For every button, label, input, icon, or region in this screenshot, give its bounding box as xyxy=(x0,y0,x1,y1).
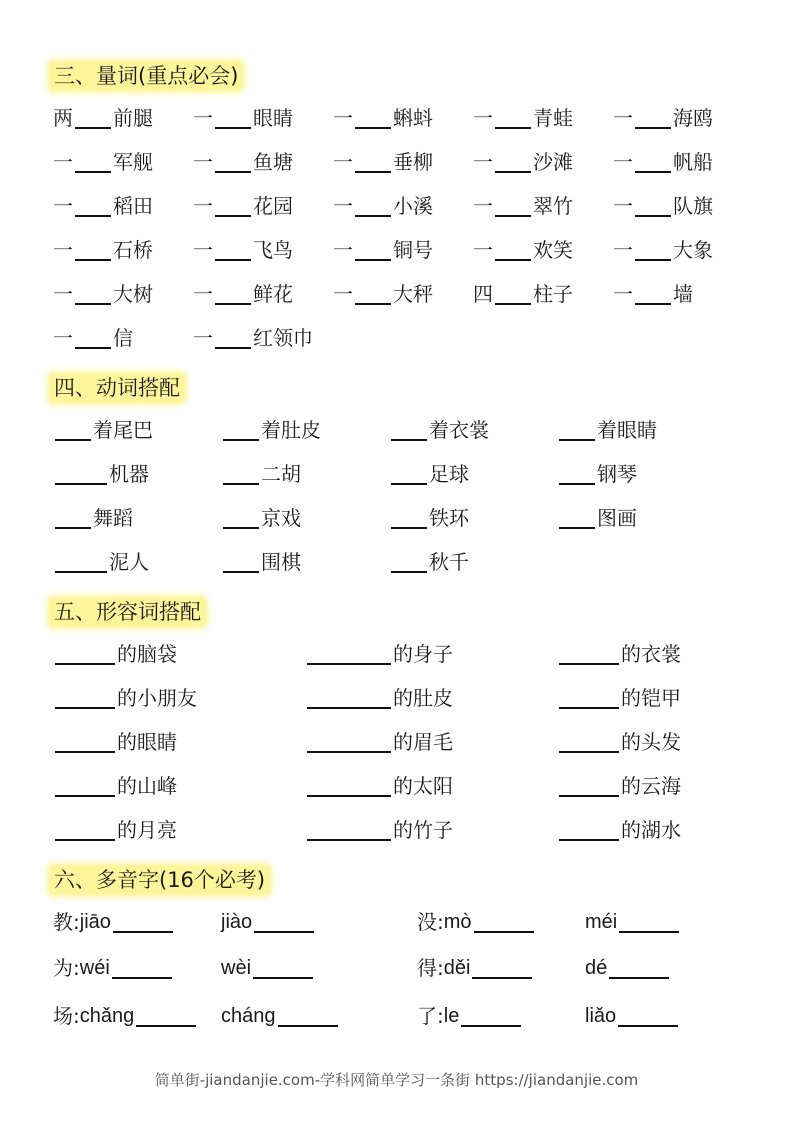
word-label: 着肚皮 xyxy=(261,418,321,442)
section-heading-verb-collocation: 四、动词搭配 xyxy=(50,374,184,402)
section-heading-adjective-collocation: 五、形容词搭配 xyxy=(50,598,205,626)
measure-prefix: 两 xyxy=(53,106,73,130)
word-label: 欢笑 xyxy=(533,238,573,262)
answer-blank[interactable] xyxy=(254,909,314,933)
exercise-item xyxy=(53,640,177,668)
answer-blank[interactable] xyxy=(559,685,619,709)
exercise-item xyxy=(557,816,681,844)
answer-blank[interactable] xyxy=(461,1003,521,1027)
exercise-item xyxy=(333,104,433,132)
pinyin-label: dé xyxy=(585,957,608,979)
word-label: 的小朋友 xyxy=(117,686,197,710)
word-label: 足球 xyxy=(429,462,469,486)
exercise-item xyxy=(53,280,153,308)
measure-prefix: 一 xyxy=(613,194,633,218)
exercise-item xyxy=(53,816,177,844)
exercise-item xyxy=(53,908,175,936)
answer-blank[interactable] xyxy=(215,193,251,217)
measure-prefix: 一 xyxy=(613,150,633,174)
answer-blank[interactable] xyxy=(215,149,251,173)
exercise-item xyxy=(473,192,573,220)
word-label: 小溪 xyxy=(393,194,433,218)
answer-blank[interactable] xyxy=(75,325,111,349)
word-label: 军舰 xyxy=(113,150,153,174)
word-label: 大象 xyxy=(673,238,713,262)
exercise-item xyxy=(585,954,671,982)
measure-prefix: 一 xyxy=(333,282,353,306)
answer-blank[interactable] xyxy=(223,461,259,485)
answer-blank[interactable] xyxy=(559,773,619,797)
answer-blank[interactable] xyxy=(55,505,91,529)
answer-blank[interactable] xyxy=(55,817,115,841)
word-label: 的眼睛 xyxy=(117,730,177,754)
answer-blank[interactable] xyxy=(75,237,111,261)
exercise-item xyxy=(305,816,453,844)
exercise-item xyxy=(417,1002,523,1030)
measure-prefix: 一 xyxy=(613,106,633,130)
answer-blank[interactable] xyxy=(75,149,111,173)
word-label: 的身子 xyxy=(393,642,453,666)
exercise-item xyxy=(53,548,149,576)
exercise-item xyxy=(389,548,469,576)
exercise-item xyxy=(333,148,433,176)
word-label: 花园 xyxy=(253,194,293,218)
word-label: 的山峰 xyxy=(117,774,177,798)
exercise-item xyxy=(53,192,153,220)
exercise-item xyxy=(473,236,573,264)
exercise-item xyxy=(613,148,713,176)
word-label: 秋千 xyxy=(429,550,469,574)
word-label: 京戏 xyxy=(261,506,301,530)
section-heading-measure-words: 三、量词(重点必会) xyxy=(50,62,242,90)
answer-blank[interactable] xyxy=(474,909,534,933)
pinyin-label: jiāo xyxy=(79,911,111,933)
answer-blank[interactable] xyxy=(559,641,619,665)
exercise-item xyxy=(221,954,315,982)
exercise-item xyxy=(193,192,293,220)
exercise-item xyxy=(53,416,153,444)
word-label: 柱子 xyxy=(533,282,573,306)
pinyin-label: jiào xyxy=(221,911,253,933)
answer-blank[interactable] xyxy=(223,505,259,529)
word-label: 二胡 xyxy=(261,462,301,486)
exercise-item xyxy=(585,1002,680,1030)
word-label: 的衣裳 xyxy=(621,642,681,666)
word-label: 泥人 xyxy=(109,550,149,574)
exercise-item xyxy=(417,954,534,982)
word-label: 围棋 xyxy=(261,550,301,574)
answer-blank[interactable] xyxy=(55,461,107,485)
measure-prefix: 一 xyxy=(53,194,73,218)
answer-blank[interactable] xyxy=(635,149,671,173)
exercise-item xyxy=(613,104,713,132)
pinyin-label: wéi xyxy=(79,957,110,979)
word-label: 铁环 xyxy=(429,506,469,530)
exercise-item xyxy=(221,504,301,532)
word-label: 鱼塘 xyxy=(253,150,293,174)
answer-blank[interactable] xyxy=(75,105,111,129)
exercise-item xyxy=(53,324,133,352)
measure-prefix: 一 xyxy=(193,282,213,306)
word-label: 垂柳 xyxy=(393,150,433,174)
measure-prefix: 一 xyxy=(53,150,73,174)
answer-blank[interactable] xyxy=(307,685,391,709)
answer-blank[interactable] xyxy=(559,817,619,841)
pinyin-label: liǎo xyxy=(585,1005,617,1027)
word-label: 着眼睛 xyxy=(597,418,657,442)
word-label: 青蛙 xyxy=(533,106,573,130)
measure-prefix: 一 xyxy=(473,194,493,218)
answer-blank[interactable] xyxy=(472,955,532,979)
word-label: 着尾巴 xyxy=(93,418,153,442)
exercise-item xyxy=(305,684,453,712)
answer-blank[interactable] xyxy=(495,237,531,261)
measure-prefix: 一 xyxy=(53,282,73,306)
exercise-item xyxy=(333,280,433,308)
word-label: 铜号 xyxy=(393,238,433,262)
measure-prefix: 一 xyxy=(473,106,493,130)
answer-blank[interactable] xyxy=(253,955,313,979)
measure-prefix: 一 xyxy=(53,326,73,350)
answer-blank[interactable] xyxy=(136,1003,196,1027)
word-label: 石桥 xyxy=(113,238,153,262)
word-label: 的竹子 xyxy=(393,818,453,842)
answer-blank[interactable] xyxy=(495,281,531,305)
word-label: 鲜花 xyxy=(253,282,293,306)
answer-blank[interactable] xyxy=(609,955,669,979)
pinyin-label: cháng xyxy=(221,1005,276,1027)
answer-blank[interactable] xyxy=(495,149,531,173)
exercise-item xyxy=(305,640,453,668)
exercise-item xyxy=(193,280,293,308)
word-label: 机器 xyxy=(109,462,149,486)
answer-blank[interactable] xyxy=(55,549,107,573)
word-label: 海鸥 xyxy=(673,106,713,130)
exercise-item xyxy=(53,504,133,532)
answer-blank[interactable] xyxy=(112,955,172,979)
answer-blank[interactable] xyxy=(495,105,531,129)
measure-prefix: 一 xyxy=(613,238,633,262)
word-label: 信 xyxy=(113,326,133,350)
exercise-item xyxy=(333,236,433,264)
answer-blank[interactable] xyxy=(55,773,115,797)
answer-blank[interactable] xyxy=(75,281,111,305)
pinyin-label: chǎng xyxy=(79,1005,135,1027)
answer-blank[interactable] xyxy=(55,685,115,709)
answer-blank[interactable] xyxy=(355,149,391,173)
exercise-item xyxy=(557,460,637,488)
exercise-item xyxy=(389,504,469,532)
word-label: 前腿 xyxy=(113,106,153,130)
measure-prefix: 一 xyxy=(333,150,353,174)
exercise-item xyxy=(221,416,321,444)
word-label: 图画 xyxy=(597,506,637,530)
answer-blank[interactable] xyxy=(495,193,531,217)
polyphone-character: 没: xyxy=(417,910,444,934)
word-label: 的太阳 xyxy=(393,774,453,798)
answer-blank[interactable] xyxy=(559,729,619,753)
answer-blank[interactable] xyxy=(559,417,595,441)
measure-prefix: 一 xyxy=(333,238,353,262)
answer-blank[interactable] xyxy=(278,1003,338,1027)
exercise-item xyxy=(557,416,657,444)
word-label: 眼睛 xyxy=(253,106,293,130)
exercise-item xyxy=(193,104,293,132)
measure-prefix: 一 xyxy=(193,238,213,262)
answer-blank[interactable] xyxy=(391,461,427,485)
answer-blank[interactable] xyxy=(559,461,595,485)
word-label: 着衣裳 xyxy=(429,418,489,442)
pinyin-label: wèi xyxy=(221,957,252,979)
word-label: 飞鸟 xyxy=(253,238,293,262)
answer-blank[interactable] xyxy=(215,105,251,129)
answer-blank[interactable] xyxy=(635,105,671,129)
exercise-item xyxy=(221,460,301,488)
answer-blank[interactable] xyxy=(55,729,115,753)
word-label: 稻田 xyxy=(113,194,153,218)
answer-blank[interactable] xyxy=(635,193,671,217)
answer-blank[interactable] xyxy=(223,549,259,573)
exercise-item xyxy=(557,640,681,668)
polyphone-character: 得: xyxy=(417,956,444,980)
answer-blank[interactable] xyxy=(619,909,679,933)
footer-watermark: 简单街-jiandanjie.com-学科网简单学习一条街 https://jiandanjie.com xyxy=(154,1071,639,1089)
exercise-item xyxy=(473,280,573,308)
answer-blank[interactable] xyxy=(307,773,391,797)
exercise-item xyxy=(557,684,681,712)
measure-prefix: 一 xyxy=(613,282,633,306)
word-label: 帆船 xyxy=(673,150,713,174)
answer-blank[interactable] xyxy=(355,105,391,129)
measure-prefix: 一 xyxy=(473,238,493,262)
measure-prefix: 一 xyxy=(53,238,73,262)
measure-prefix: 一 xyxy=(193,194,213,218)
exercise-item xyxy=(417,908,536,936)
answer-blank[interactable] xyxy=(55,417,91,441)
answer-blank[interactable] xyxy=(635,281,671,305)
word-label: 蝌蚪 xyxy=(393,106,433,130)
polyphone-character: 场: xyxy=(53,1004,80,1028)
exercise-item xyxy=(333,192,433,220)
exercise-item xyxy=(389,460,469,488)
word-label: 的头发 xyxy=(621,730,681,754)
answer-blank[interactable] xyxy=(355,281,391,305)
exercise-item xyxy=(305,728,453,756)
exercise-item xyxy=(193,324,313,352)
answer-blank[interactable] xyxy=(307,729,391,753)
exercise-item xyxy=(305,772,453,800)
exercise-item xyxy=(53,728,177,756)
answer-blank[interactable] xyxy=(355,193,391,217)
pinyin-label: méi xyxy=(585,911,618,933)
exercise-item xyxy=(193,148,293,176)
answer-blank[interactable] xyxy=(391,505,427,529)
exercise-item xyxy=(53,954,174,982)
word-label: 墙 xyxy=(673,282,693,306)
measure-prefix: 一 xyxy=(193,326,213,350)
measure-prefix: 一 xyxy=(333,194,353,218)
word-label: 的云海 xyxy=(621,774,681,798)
polyphone-character: 了: xyxy=(417,1004,444,1028)
word-label: 的肚皮 xyxy=(393,686,453,710)
measure-prefix: 一 xyxy=(193,106,213,130)
exercise-item xyxy=(221,1002,340,1030)
pinyin-label: děi xyxy=(443,957,471,979)
exercise-item xyxy=(389,416,489,444)
exercise-item xyxy=(557,504,637,532)
answer-blank[interactable] xyxy=(113,909,173,933)
measure-prefix: 四 xyxy=(473,282,493,306)
polyphone-character: 为: xyxy=(53,956,80,980)
exercise-item xyxy=(53,236,153,264)
measure-prefix: 一 xyxy=(473,150,493,174)
exercise-item xyxy=(585,908,681,936)
exercise-item xyxy=(53,460,149,488)
word-label: 的湖水 xyxy=(621,818,681,842)
polyphone-character: 教: xyxy=(53,910,80,934)
answer-blank[interactable] xyxy=(391,549,427,573)
answer-blank[interactable] xyxy=(55,641,115,665)
exercise-item xyxy=(613,236,713,264)
word-label: 的眉毛 xyxy=(393,730,453,754)
pinyin-label: le xyxy=(443,1005,460,1027)
word-label: 红领巾 xyxy=(253,326,313,350)
exercise-item xyxy=(473,104,573,132)
answer-blank[interactable] xyxy=(215,325,251,349)
exercise-item xyxy=(53,1002,198,1030)
word-label: 队旗 xyxy=(673,194,713,218)
word-label: 钢琴 xyxy=(597,462,637,486)
exercise-item xyxy=(557,772,681,800)
exercise-item xyxy=(221,548,301,576)
word-label: 的铠甲 xyxy=(621,686,681,710)
word-label: 舞蹈 xyxy=(93,506,133,530)
exercise-item xyxy=(557,728,681,756)
word-label: 的月亮 xyxy=(117,818,177,842)
answer-blank[interactable] xyxy=(307,641,391,665)
section-heading-polyphonic-characters: 六、多音字(16个必考) xyxy=(50,866,269,894)
word-label: 大树 xyxy=(113,282,153,306)
exercise-item xyxy=(221,908,316,936)
measure-prefix: 一 xyxy=(193,150,213,174)
measure-prefix: 一 xyxy=(333,106,353,130)
exercise-item xyxy=(193,236,293,264)
exercise-item xyxy=(53,148,153,176)
exercise-item xyxy=(613,192,713,220)
pinyin-label: mò xyxy=(443,911,472,933)
answer-blank[interactable] xyxy=(223,417,259,441)
exercise-item xyxy=(53,772,177,800)
answer-blank[interactable] xyxy=(307,817,391,841)
word-label: 翠竹 xyxy=(533,194,573,218)
answer-blank[interactable] xyxy=(75,193,111,217)
answer-blank[interactable] xyxy=(215,237,251,261)
answer-blank[interactable] xyxy=(559,505,595,529)
answer-blank[interactable] xyxy=(391,417,427,441)
word-label: 的脑袋 xyxy=(117,642,177,666)
word-label: 大秤 xyxy=(393,282,433,306)
word-label: 沙滩 xyxy=(533,150,573,174)
exercise-item xyxy=(473,148,573,176)
answer-blank[interactable] xyxy=(355,237,391,261)
answer-blank[interactable] xyxy=(635,237,671,261)
answer-blank[interactable] xyxy=(215,281,251,305)
exercise-item xyxy=(613,280,693,308)
exercise-item xyxy=(53,104,153,132)
exercise-item xyxy=(53,684,197,712)
answer-blank[interactable] xyxy=(618,1003,678,1027)
